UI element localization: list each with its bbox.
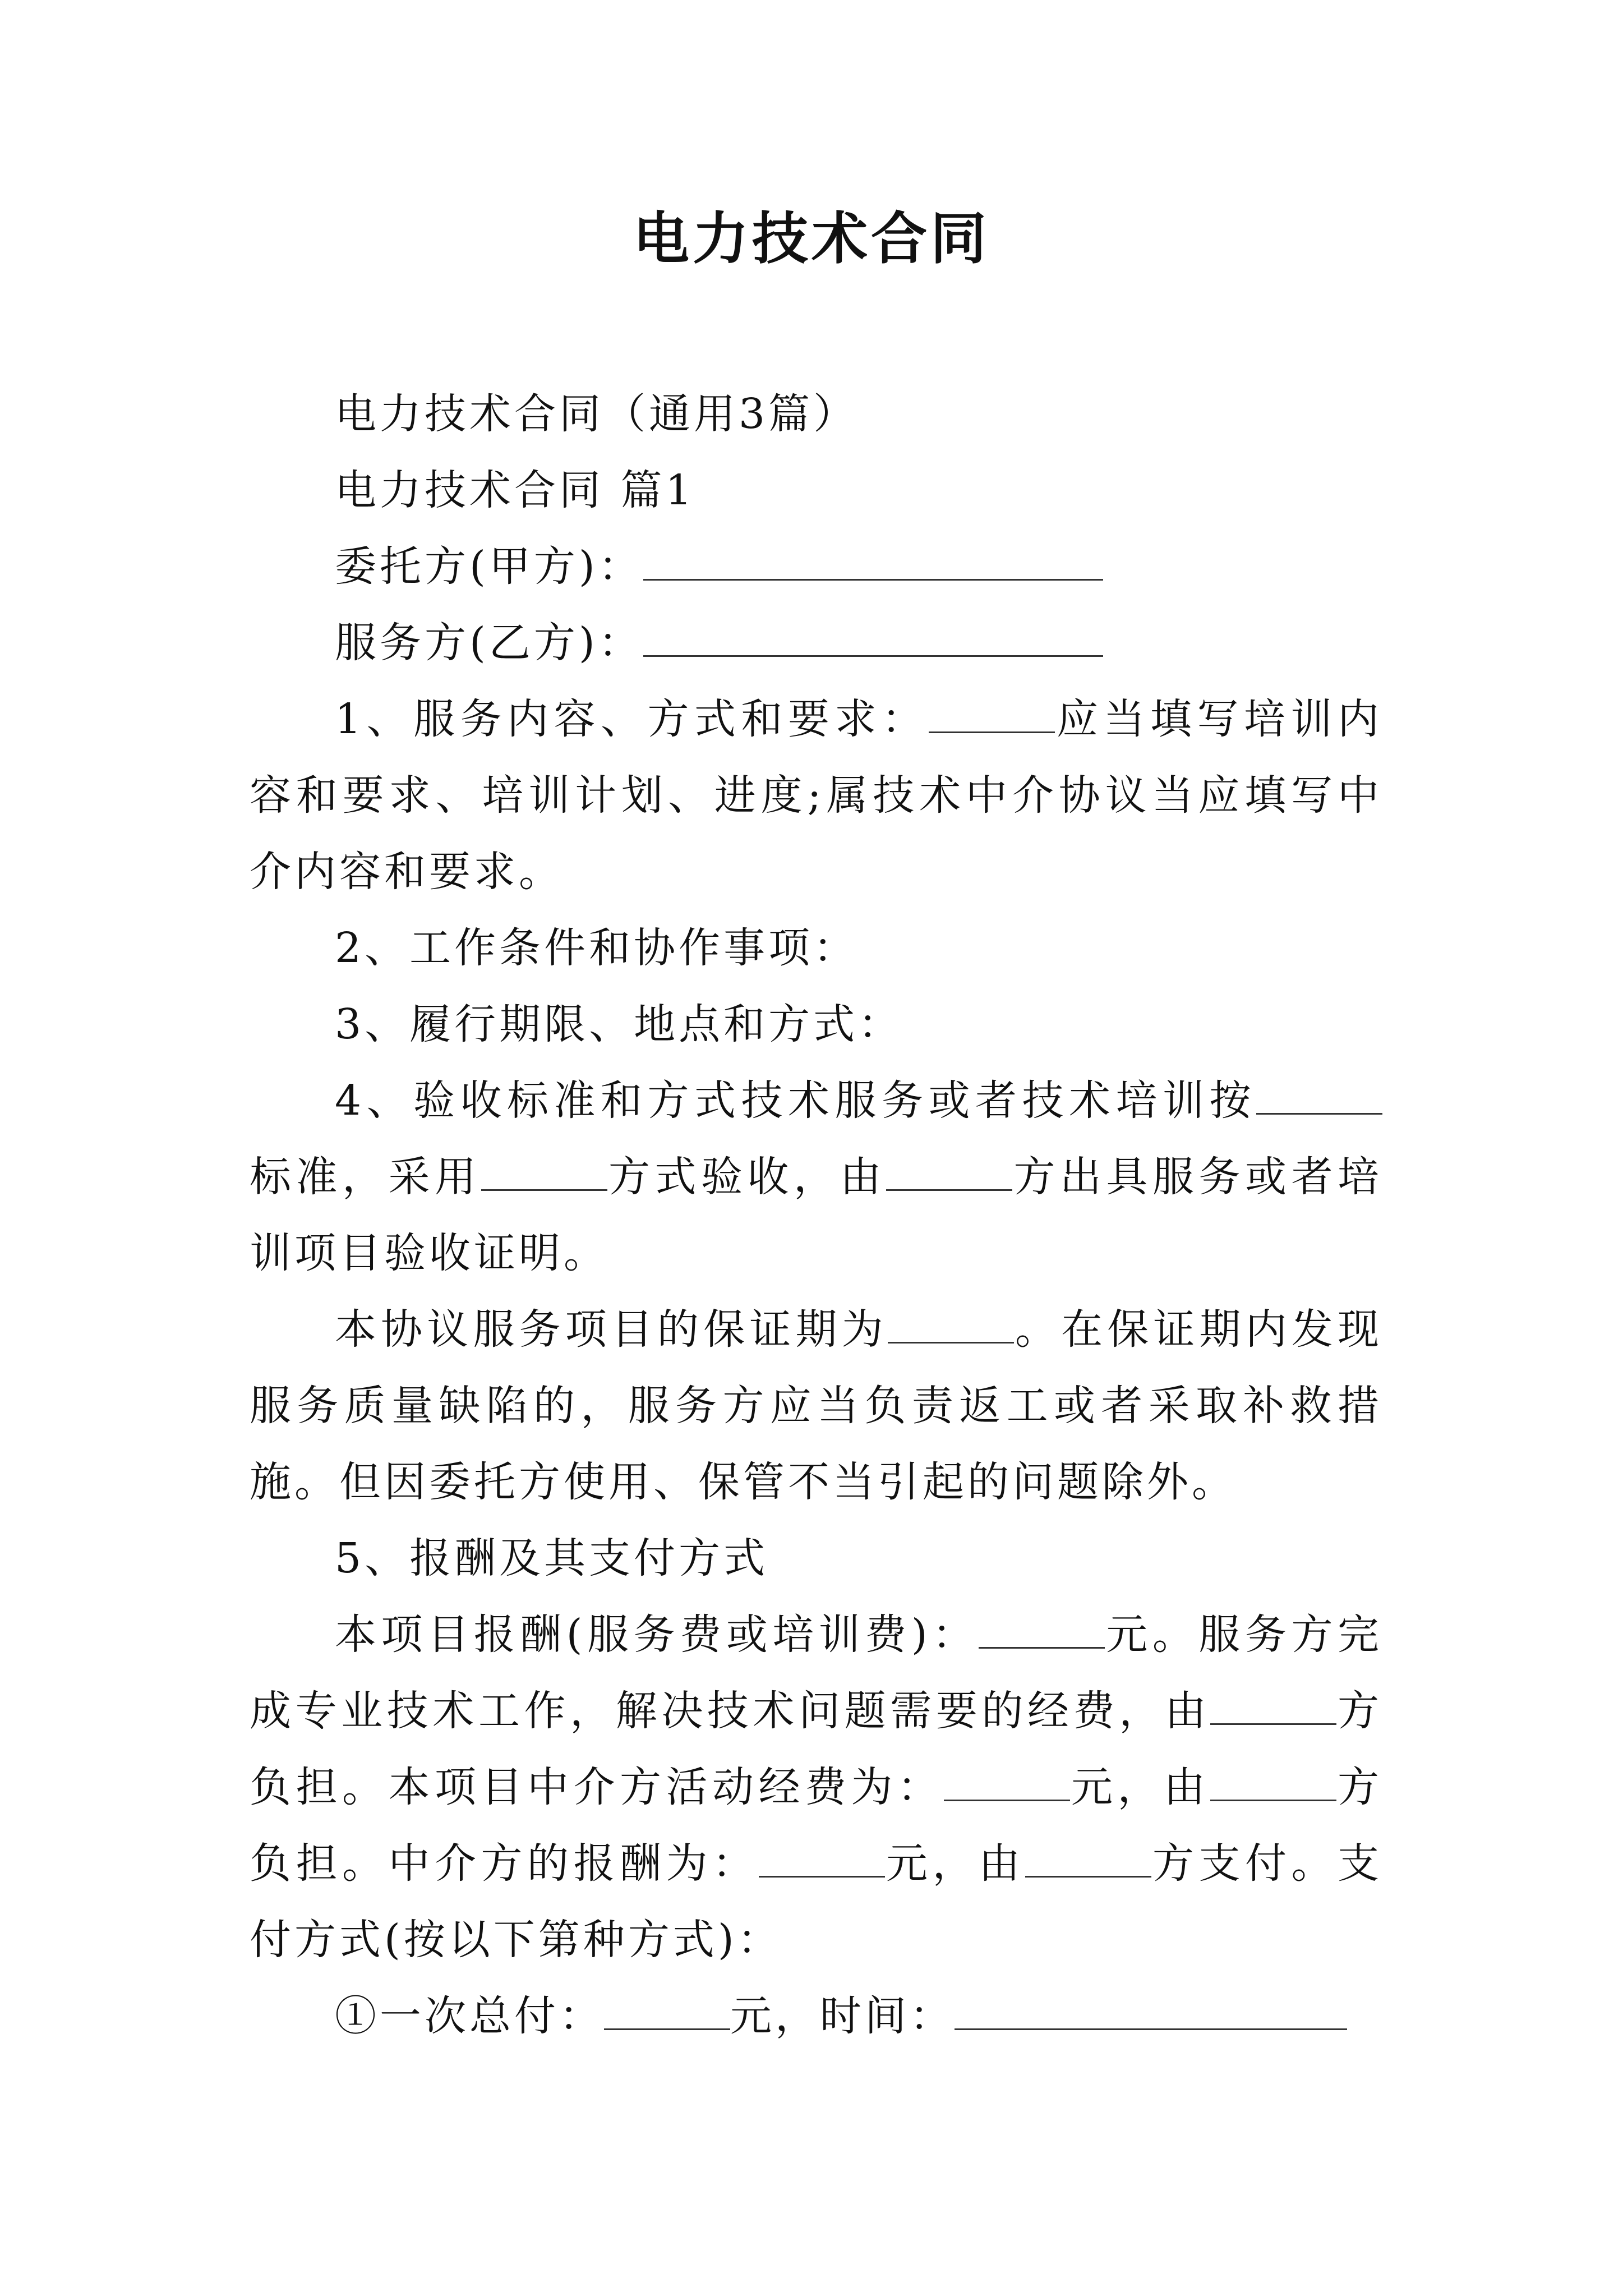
item-4-text-3: 方式验收，由 xyxy=(607,1153,886,1201)
item-4-text-1: 4、验收标准和方式技术服务或者技术培训按 xyxy=(335,1076,1256,1125)
payment-text-6: 元，由 xyxy=(884,1839,1025,1888)
payment-paragraph xyxy=(250,1596,1382,1978)
warranty-text-1: 本协议服务项目的保证期为 xyxy=(335,1305,888,1354)
item-4-blank-3 xyxy=(886,1154,1012,1191)
document-title: 电力技术合同 xyxy=(633,205,990,272)
payment-blank-2 xyxy=(1210,1688,1336,1725)
payment-blank-3 xyxy=(944,1765,1070,1801)
party-a-line xyxy=(250,528,1382,605)
payment-text-2: 元。服务方完成专业技术工作，解决技术问题需要的经费，由 xyxy=(250,1611,1382,1735)
item-1-prefix: 1、服务内容、方式和要求： xyxy=(335,695,929,743)
document-subtitle: 电力技术合同（通用3篇） xyxy=(335,390,859,438)
payment-blank-6 xyxy=(1025,1841,1151,1878)
party-b-label: 服务方(乙方)： xyxy=(335,619,643,667)
lump-sum-text-2: 元，时间： xyxy=(730,1992,955,2040)
lump-sum-line xyxy=(250,1978,1382,2054)
party-b-line xyxy=(250,605,1382,681)
item-1-suffix: 应当填写培训内容和要求、培训计划、进度;属技术中介协议当应填写中介内容和要求。 xyxy=(250,695,1382,896)
item-4-blank-1 xyxy=(1256,1078,1382,1115)
item-4 xyxy=(250,1062,1382,1291)
warranty-paragraph xyxy=(250,1291,1382,1520)
document-body xyxy=(250,376,1382,2054)
lump-sum-text-1: ①一次总付： xyxy=(335,1992,604,2040)
payment-blank-1 xyxy=(979,1612,1105,1649)
payment-text-4: 元，由 xyxy=(1069,1763,1210,1811)
item-1-blank xyxy=(929,697,1055,733)
item-4-blank-2 xyxy=(481,1154,607,1191)
party-a-blank xyxy=(643,544,1103,581)
payment-text-5: 方负担。中介方的报酬为： xyxy=(250,1763,1382,1888)
party-b-blank xyxy=(643,620,1103,657)
payment-blank-4 xyxy=(1210,1765,1336,1801)
party-a-label: 委托方(甲方)： xyxy=(335,542,643,591)
payment-text-3: 方负担。本项目中介方活动经费为： xyxy=(250,1687,1382,1811)
item-2: 2、工作条件和协作事项： xyxy=(335,924,859,972)
warranty-blank xyxy=(888,1307,1014,1343)
item-1 xyxy=(250,681,1382,910)
lump-sum-time-blank xyxy=(955,1994,1347,2030)
warranty-text-2: 。在保证期内发现服务质量缺陷的，服务方应当负责返工或者采取补救措施。但因委托方使用、保管不当引起的问题除外。 xyxy=(250,1305,1383,1506)
item-4-text-4: 方出具服务或者培训项目验收证明。 xyxy=(250,1153,1382,1277)
section-heading: 电力技术合同 篇1 xyxy=(335,466,695,514)
lump-sum-amount-blank xyxy=(604,1994,730,2030)
item-3: 3、履行期限、地点和方式： xyxy=(335,1000,903,1048)
item-4-text-2: 标准，采用 xyxy=(250,1153,481,1201)
payment-text-7: 方支付。支付方式(按以下第种方式)： xyxy=(250,1839,1382,1964)
item-5: 5、报酬及其支付方式 xyxy=(335,1534,769,1582)
payment-text-1: 本项目报酬(服务费或培训费)： xyxy=(335,1611,979,1659)
payment-blank-5 xyxy=(759,1841,885,1878)
